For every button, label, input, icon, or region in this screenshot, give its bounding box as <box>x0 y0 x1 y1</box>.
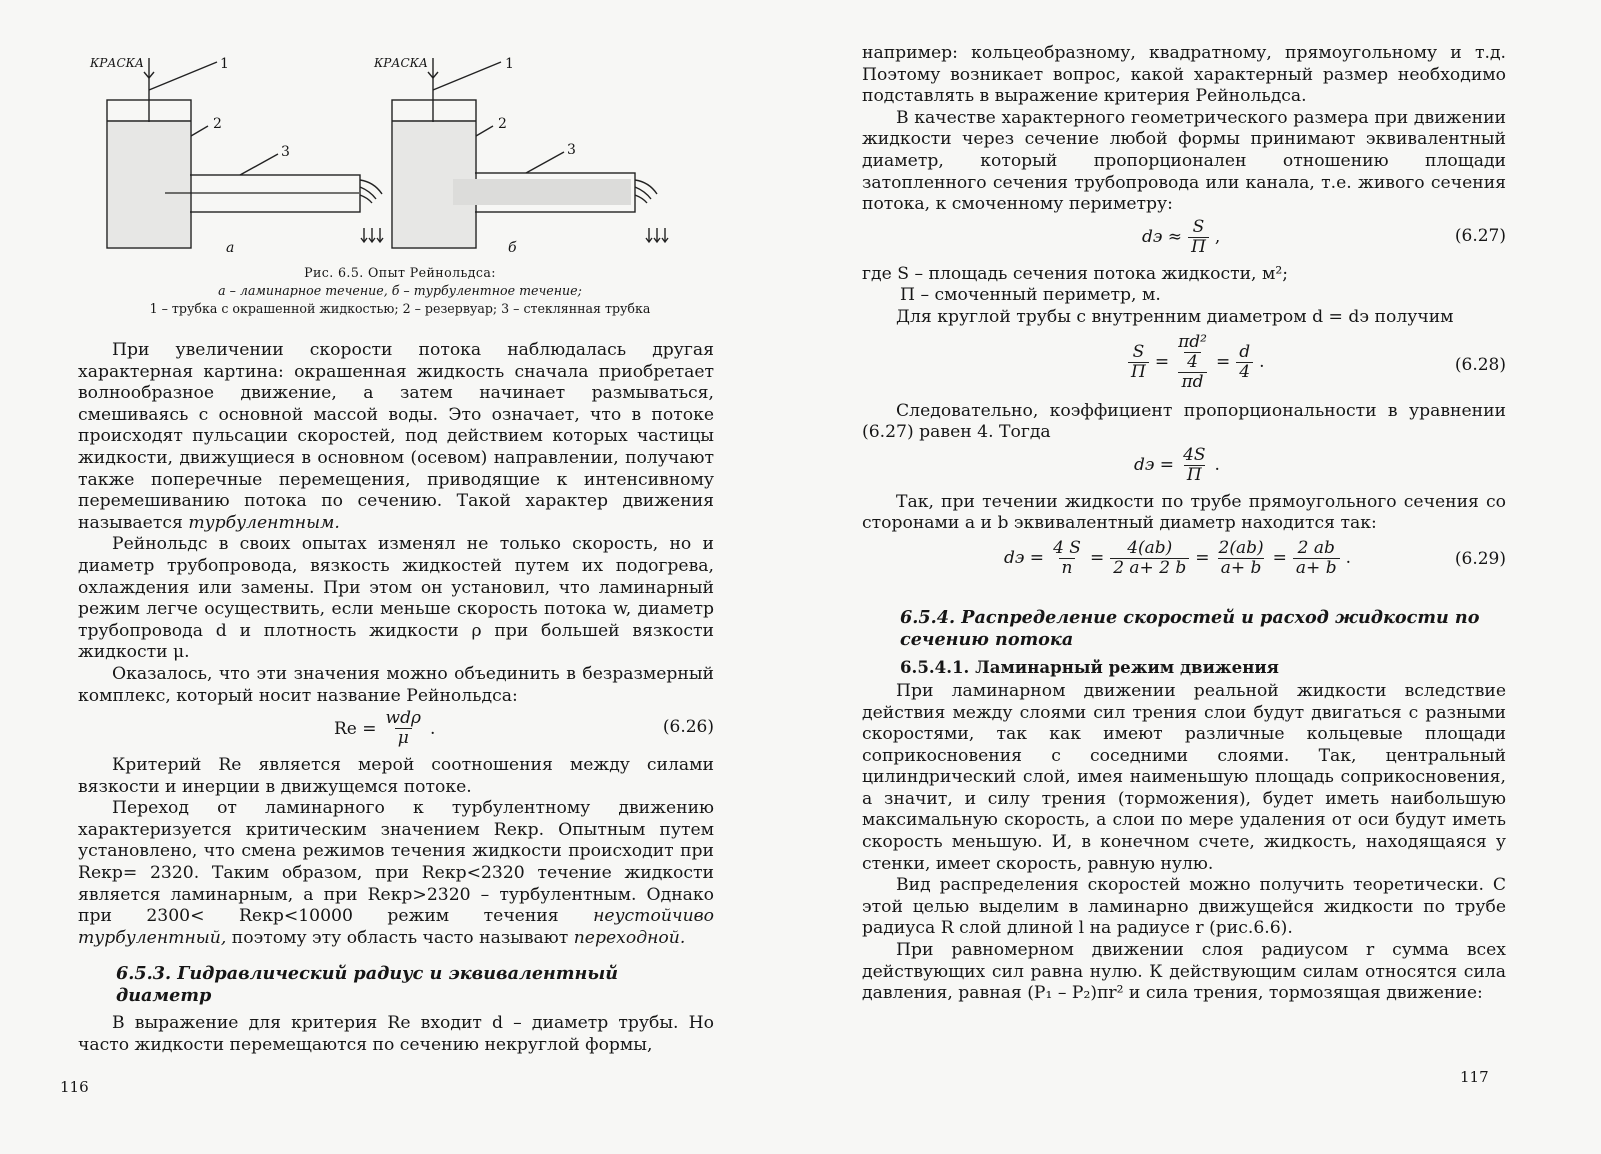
section-heading-6-5-3: 6.5.3. Гидравлический радиус и эквивалентный диаметр <box>116 963 619 1007</box>
equation-6-28: $\frac{S}{П}$ = πd² 4 πd = $\frac{d}{4}$ . (6.28) <box>862 331 1506 399</box>
figure-caption-line2: 1 – трубка с окрашенной жидкостью; 2 – резервуар; 3 – стеклянная трубка <box>149 301 651 316</box>
right-text-column <box>862 43 1506 1005</box>
equation-number: (6.27) <box>1454 225 1506 246</box>
paragraph: Критерий Re является мерой соотношения между силами вязкости и инерции в движущемся потоке. <box>78 755 714 797</box>
callout-1-a: 1 <box>220 56 229 72</box>
subsection-heading-6-5-4-1: 6.5.4.1. Ламинарный режим движения <box>900 656 1279 677</box>
panel-label-b: б <box>508 240 517 256</box>
equation-6-27: dэ ≈ $\frac{S}{П}$ , (6.27) <box>1142 216 1506 257</box>
where-line: где S – площадь сечения потока жидкости, м²; <box>862 263 1289 284</box>
where-line: П – смоченный периметр, м. <box>900 285 1161 306</box>
page-number-left: 116 <box>60 1078 89 1096</box>
equation-6-26: Re = $\frac{\text{wdρ}}{\mu}$ . (6.26) <box>334 708 714 749</box>
callout-2-a: 2 <box>213 116 222 132</box>
paint-label-a: КРАСКА <box>90 56 145 70</box>
paragraph: При увеличении скорости потока наблюдалась другая характерная картина: окрашенная жидкость сначала приобретает волнообразное движение, а затем начинает размываться, смешиваясь с основной массой воды. Это означает, что в потоке происходят пульсации скоростей, под действием которых частицы жидкости, движущиеся в основном (осевом) направлении, получают также поперечные перемещения, приводящие к интенсивному перемешиванию потока по сечению. Такой характер движения называется турбулентным. <box>78 340 714 533</box>
equation-6-29: dэ = $\frac{4 S}{п}$ = $\frac{4(ab)}{2 a+ 2 b}$ = $\frac{2(ab)}{a+ b}$ = $\frac{2 ab}{a+ b}$ . (6.29) <box>1004 537 1506 578</box>
callout-3-b: 3 <box>567 142 576 158</box>
reynolds-experiment-diagram <box>80 50 720 260</box>
paragraph: Рейнольдс в своих опытах изменял не только скорость, но и диаметр трубопровода, вязкость жидкостей путем их подогрева, охлаждения или замены. При этом он установил, что ламинарный режим легче осуществить, если меньше скорость потока w, диаметр трубопровода d и плотность жидкости ρ при большей вязкости жидкости μ. <box>78 534 714 663</box>
paragraph: Вид распределения скоростей можно получить теоретически. С этой целью выделим в ламинарно движущейся жидкости по трубе радиуса R слой длиной l на радиусе r (рис.6.6). <box>862 875 1506 939</box>
equation-de: dэ = $\frac{4S}{П}$ . <box>1134 444 1220 485</box>
right-page <box>800 0 1601 1154</box>
equation-number: (6.26) <box>662 717 714 738</box>
paragraph: При ламинарном движении реальной жидкости вследствие действия между слоями сил трения слои будут двигаться с разными скоростями, так как имеют различные кольцевые площади соприкосновения с соседними слоями. Так, центральный цилиндрический слой, имея наименьшую площадь соприкосновения, а значит, и силу трения (торможения), будет иметь наибольшую максимальную скорость, а слои по мере удаления от оси будут иметь скорость меньшую. И, в конечном счете, жидкость, находящаяся у стенки, имеет скорость, равную нулю. <box>862 680 1506 874</box>
panel-label-a: а <box>226 240 235 256</box>
callout-1-b: 1 <box>505 56 514 72</box>
equation-number: (6.29) <box>1454 548 1506 569</box>
callout-3-a: 3 <box>281 144 290 160</box>
left-text-column <box>78 340 714 1057</box>
paragraph: Следовательно, коэффициент пропорциональности в уравнении (6.27) равен 4. Тогда <box>862 400 1506 443</box>
section-heading-6-5-4: 6.5.4. Распределение скоростей и расход жидкости по сечению потока <box>900 606 1480 650</box>
callout-2-b: 2 <box>498 116 507 132</box>
figure-caption-title: Рис. 6.5. Опыт Рейнольдса: <box>304 265 496 280</box>
paragraph: В качестве характерного геометрического размера при движении жидкости через сечение любой формы принимают эквивалентный диаметр, который пропорционален отношению площади затопленного сечения трубопровода или канала, т.е. живого сечения потока, к смоченному периметру: <box>862 107 1506 215</box>
left-page <box>0 0 790 1154</box>
paragraph: например: кольцеобразному, квадратному, прямоугольному и т.д. Поэтому возникает вопрос, какой характерный размер необходимо подставлять в выражение критерия Рейнольдса. <box>862 43 1506 107</box>
reynolds-figure <box>80 50 720 320</box>
equation-number: (6.28) <box>1454 354 1506 375</box>
paint-label-b: КРАСКА <box>374 56 429 70</box>
paragraph: При равномерном движении слоя радиусом r сумма всех действующих сил равна нулю. К действующим силам относятся сила давления, равная (P₁ – P₂)πr² и сила трения, тормозящая движение: <box>862 940 1506 1004</box>
paragraph: Так, при течении жидкости по трубе прямоугольного сечения со сторонами a и b эквивалентный диаметр находится так: <box>862 491 1506 534</box>
figure-caption-line1: а – ламинарное течение, б – турбулентное течение; <box>218 283 582 298</box>
page-number-right: 117 <box>1460 1068 1489 1086</box>
paragraph: Переход от ламинарного к турбулентному движению характеризуется критическим значением Reкр. Опытным путем установлено, что смена режимов течения жидкости происходит при Reкр= 2320. Таким образом, при Reкр<2320 течение жидкости является ламинарным, а при Reкр>2320 – турбулентным. Однако при 2300< Reкр<10000 режим течения неустойчиво турбулентный, поэтому эту область часто называют переходной. <box>78 798 714 948</box>
paragraph: Для круглой трубы с внутренним диаметром d = dэ получим <box>896 306 1454 327</box>
paragraph: Оказалось, что эти значения можно объединить в безразмерный комплекс, который носит название Рейнольдса: <box>78 663 714 706</box>
paragraph: В выражение для критерия Re входит d – диаметр трубы. Но часто жидкости перемещаются по сечению некруглой формы, <box>78 1013 714 1056</box>
